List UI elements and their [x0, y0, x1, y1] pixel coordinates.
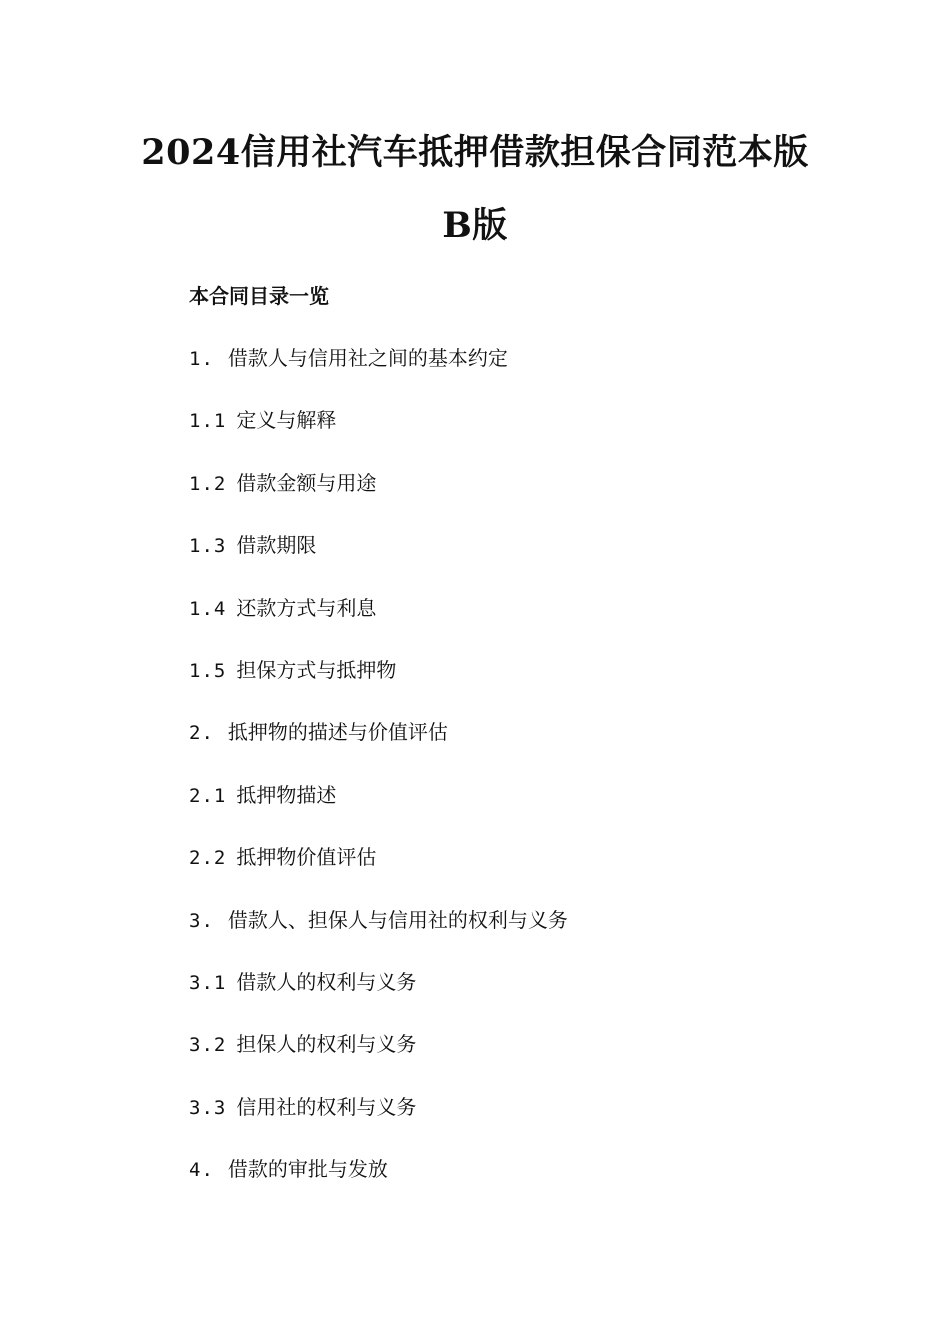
toc-item [189, 469, 568, 531]
document-title-line-1: 2024信用社汽车抵押借款担保合同范本版 [141, 132, 809, 173]
toc-item-text: 借款的审批与发放 [227, 1157, 388, 1182]
toc-item-text: 借款金额与用途 [236, 470, 377, 495]
toc-item [189, 531, 568, 593]
toc-item-text: 担保方式与抵押物 [236, 657, 397, 682]
toc-item-number: 1.5 [189, 659, 227, 682]
toc-item-number: 1.2 [189, 472, 227, 495]
toc-item-text: 还款方式与利息 [236, 595, 377, 620]
toc-item-text: 信用社的权利与义务 [236, 1094, 417, 1119]
toc-item [189, 718, 568, 780]
toc-item-number: 3.2 [189, 1034, 227, 1057]
toc-item [189, 968, 568, 1030]
toc-item [189, 1093, 568, 1155]
toc-item [189, 781, 568, 843]
table-of-contents [189, 344, 568, 1217]
toc-item [189, 406, 568, 468]
toc-item-text: 担保人的权利与义务 [236, 1032, 417, 1057]
toc-item [189, 1030, 568, 1092]
toc-item [189, 594, 568, 656]
toc-item-number: 3. [189, 909, 214, 932]
toc-item-number: 3.1 [189, 971, 227, 994]
toc-item-text: 抵押物的描述与价值评估 [227, 720, 448, 745]
toc-item [189, 344, 568, 406]
toc-item-number: 4. [189, 1159, 214, 1182]
toc-item-number: 3.3 [189, 1096, 227, 1119]
toc-item [189, 906, 568, 968]
toc-item-number: 1.3 [189, 535, 227, 558]
document-title-line-2: B版 [442, 205, 508, 246]
toc-item-number: 2. [189, 722, 214, 745]
toc-item-number: 1.1 [189, 410, 227, 433]
toc-item-number: 2.2 [189, 847, 227, 870]
toc-item [189, 1155, 568, 1217]
toc-item-number: 1. [189, 348, 214, 370]
toc-item-text: 抵押物价值评估 [236, 845, 377, 870]
toc-item-text: 借款人、担保人与信用社的权利与义务 [227, 907, 568, 932]
toc-item-number: 1.4 [189, 597, 227, 620]
toc-item-text: 抵押物描述 [236, 782, 337, 807]
toc-item [189, 656, 568, 718]
toc-item-text: 借款人的权利与义务 [236, 969, 417, 994]
toc-item-text: 定义与解释 [236, 408, 337, 433]
toc-item-text: 借款期限 [236, 533, 317, 558]
toc-item-text: 借款人与信用社之间的基本约定 [227, 346, 508, 370]
toc-item [189, 843, 568, 905]
toc-heading: 本合同目录一览 [189, 284, 329, 308]
toc-item-number: 2.1 [189, 784, 227, 807]
